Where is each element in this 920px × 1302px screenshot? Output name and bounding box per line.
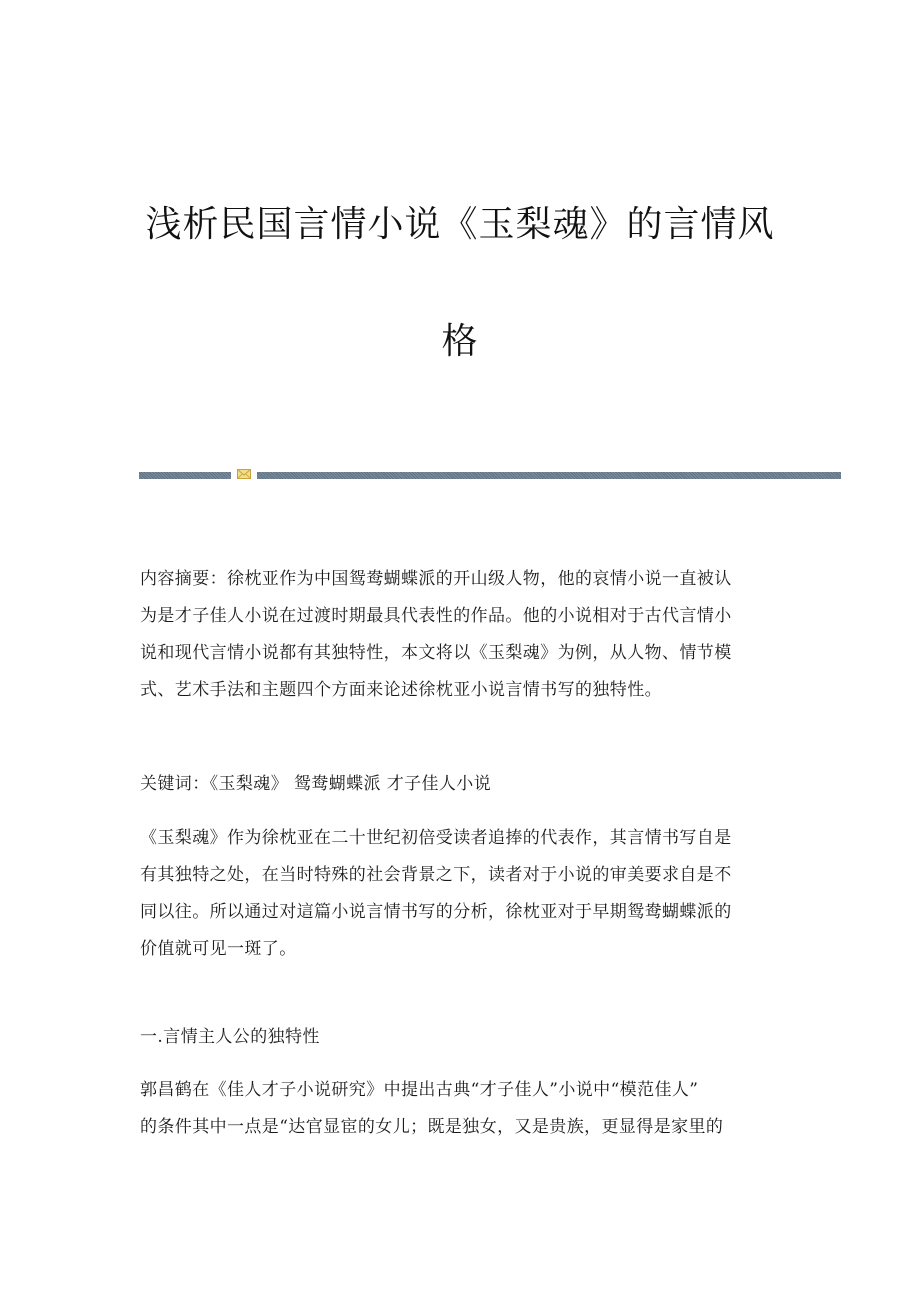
intro-paragraph: [140, 820, 780, 968]
abstract-line: 说和现代言情小说都有其独特性，本文将以《玉梨魂》为例，从人物、情节模: [140, 643, 732, 663]
abstract-paragraph: [140, 561, 780, 709]
body-line: 郭昌鹤在《佳人才子小说研究》中提出古典“才子佳人”小说中“模范佳人”: [140, 1080, 699, 1100]
abstract-line: 为是才子佳人小说在过渡时期最具代表性的作品。他的小说相对于古代言情小: [140, 606, 732, 626]
section-heading-text: 一.言情主人公的独特性: [140, 1027, 320, 1047]
abstract-line: 内容摘要：徐枕亚作为中国鸳鸯蝴蝶派的开山级人物，他的哀情小说一直被认: [140, 569, 732, 589]
section-body-paragraph: [140, 1072, 780, 1146]
intro-line: 价值就可见一斑了。: [140, 939, 297, 959]
body-line: 的条件其中一点是“达官显宦的女儿；既是独女，又是贵族，更显得是家里的: [140, 1117, 724, 1137]
divider-bar-right: [257, 472, 841, 479]
keywords-paragraph: [140, 766, 780, 803]
page-title-line-2: 格: [441, 321, 479, 362]
intro-line: 《玉梨魂》作为徐枕亚在二十世纪初倍受读者追捧的代表作，其言情书写自是: [140, 828, 732, 848]
abstract-line: 式、艺术手法和主题四个方面来论述徐枕亚小说言情书写的独特性。: [140, 680, 662, 700]
keywords-line: 关键词：《玉梨魂》 鸳鸯蝴蝶派 才子佳人小说: [140, 774, 492, 794]
section-heading: [140, 1019, 780, 1056]
title-divider: [139, 468, 841, 480]
divider-bar-left: [139, 472, 231, 479]
intro-line: 同以往。所以通过对這篇小说言情书写的分析，徐枕亚对于早期鸳鸯蝴蝶派的: [140, 902, 732, 922]
envelope-ornament-icon: [237, 468, 251, 480]
page-title-line-1: 浅析民国言情小说《玉梨魂》的言情风: [145, 204, 775, 245]
intro-line: 有其独特之处，在当时特殊的社会背景之下，读者对于小说的审美要求自是不: [140, 865, 732, 885]
